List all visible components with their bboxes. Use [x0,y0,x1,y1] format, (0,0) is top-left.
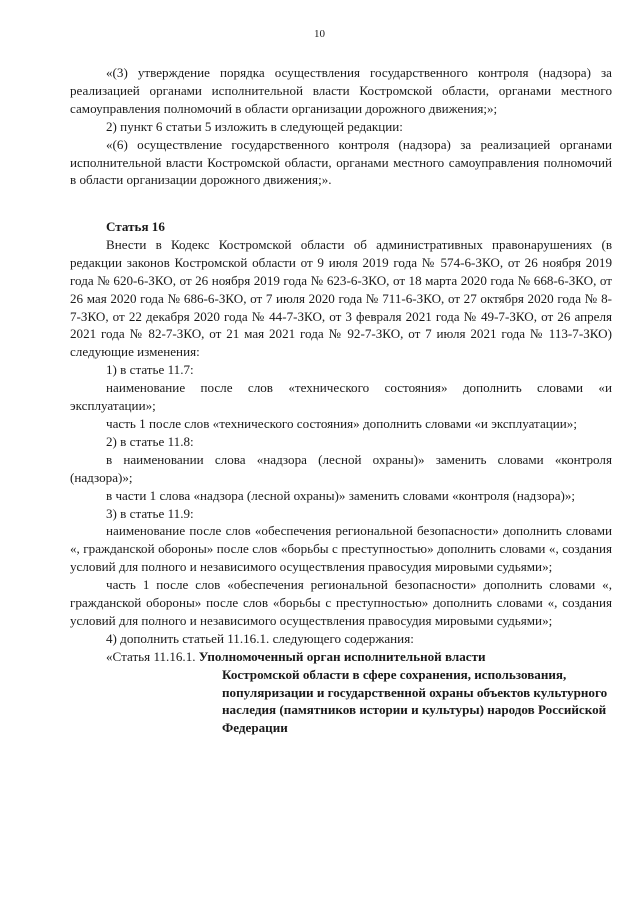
new-article-title-continuation: Костромской области в сфере сохранения, использования, популяризации и государственной охраны объектов культурного наследия (памятников истории и культуры) народов Российской Федерации [222,666,608,736]
new-article-title: Уполномоченный орган исполнительной власти [198,648,486,664]
paragraph: часть 1 после слов «технического состояния» дополнить словами «и эксплуатации»; [106,415,577,431]
paragraph: «(6) осуществление государственного контроля (надзора) за реализацией органами исполнительной власти Костромской области, органами местного самоуправления полномочий в области организации дорожного движения;». [70,136,612,188]
page-number: 10 [314,28,325,40]
paragraph: Внести в Кодекс Костромской области об административных правонарушениях (в редакции законов Костромской области от 9 июля 2019 года № 574-6-ЗКО, от 26 ноября 2019 года № 620-6-ЗКО, от 26 ноября 2019 года № 623-6-ЗКО, от 18 марта 2020 года № 668-6-ЗКО, от 26 мая 2020 года № 686-6-ЗКО, от 7 июля 2020 года № 711-6-ЗКО, от 27 октября 2020 года № 8-7-ЗКО, от 22 декабря 2020 года № 44-7-ЗКО, от 3 февраля 2021 года № 49-7-ЗКО, от 26 апреля 2021 года № 82-7-ЗКО, от 21 мая 2021 года № 92-7-ЗКО, от 7 июля 2021 года № 113-7-ЗКО) следующие изменения: [70,236,612,360]
list-item: 1) в статье 11.7: [106,362,194,378]
document-body [70,64,612,189]
article-heading: Статья 16 [106,219,165,234]
list-item: 4) дополнить статьей 11.16.1. следующего содержания: [106,630,414,646]
paragraph: в наименовании слова «надзора (лесной охраны)» заменить словами «контроля (надзора)»; [70,451,612,485]
paragraph: наименование после слов «обеспечения региональной безопасности» дополнить словами «, гражданской обороны» после слов «борьбы с преступностью» дополнить словами «, создания условий для полного и независимого осуществления правосудия мировыми судьями»; [70,523,612,575]
paragraph: «(3) утверждение порядка осуществления государственного контроля (надзора) за реализацией органами исполнительной власти Костромской области, органами местного самоуправления полномочий в области организации дорожного движения;»; [70,65,612,116]
new-article-number: «Статья 11.16.1. [106,648,199,664]
paragraph: в части 1 слова «надзора (лесной охраны)» заменить словами «контроля (надзора)»; [106,487,576,503]
list-item: 2) в статье 11.8: [106,433,194,449]
paragraph: наименование после слов «технического состояния» дополнить словами «и эксплуатации»; [70,380,612,414]
paragraph: часть 1 после слов «обеспечения региональной безопасности» дополнить словами «, гражданской обороны» после слов «борьбы с преступностью» дополнить словами «, создания условий для полного и независимого осуществления правосудия мировыми судьями»; [70,577,612,628]
new-article-title-line [106,648,612,666]
paragraph: 2) пункт 6 статьи 5 изложить в следующей редакции: [106,118,403,134]
list-item: 3) в статье 11.9: [106,505,194,521]
article-16-section [70,218,612,737]
